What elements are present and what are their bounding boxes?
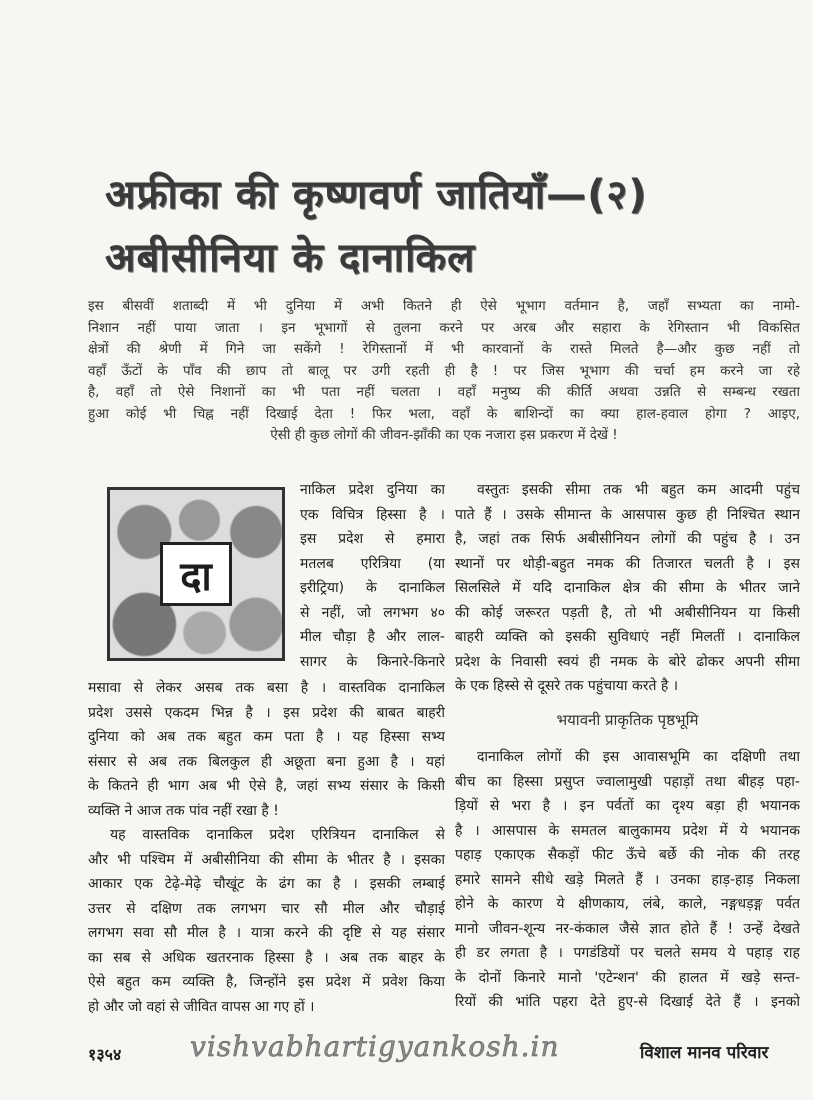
- text-line: ही डर लगता है । पगडंडियों पर चलते समय ये पहाड़ राह: [455, 945, 800, 961]
- drop-cap-letter: दा: [160, 542, 232, 606]
- text-line: इरीट्रिया) के दानाकिल: [300, 580, 445, 596]
- watermark: vishvabhartigyankosh.in: [190, 1030, 560, 1063]
- text-line: ऐसे बहुत कम व्यक्ति है, जिन्होंने इस प्रदेश में प्रवेश किया: [88, 974, 445, 990]
- text-line: हमारे सामने सीधे खड़े मिलते हैं । उनका हाड़-हाड़ निकला: [455, 871, 800, 888]
- text-line: मतलब एरित्रिया (या: [300, 555, 445, 572]
- text-line: सागर के किनारे-किनारे: [300, 653, 445, 670]
- text-line: सिलसिले में यदि दानाकिल क्षेत्र की सीमा के भीतर जाने: [455, 580, 800, 596]
- right-column: [455, 478, 800, 699]
- text-line: संसार से अब तक बिलकुल ही अछूता बना हुआ है । यहां: [88, 753, 445, 770]
- text-line: के कितने ही भाग अब भी ऐसे है, जहां सभ्य संसार के किसी: [88, 778, 445, 794]
- text-line: मानो जीवन-शून्य नर-कंकाल जैसे ज्ञात होते हैं ! उन्हें देखते: [455, 920, 800, 937]
- text-line: मसावा से लेकर असब तक बसा है । वास्तविक दानाकिल: [88, 680, 445, 696]
- text-line: नाकिल प्रदेश दुनिया का: [300, 482, 445, 498]
- text-line: वस्तुतः इसकी सीमा तक भी बहुत कम आदमी पहुंच: [477, 482, 800, 498]
- text-line: दानाकिल लोगों की इस आवासभूमि का दक्षिणी तथा: [477, 749, 800, 765]
- intro-line: हुआ कोई भी चिह्न नहीं दिखाई देता ! फिर भला, वहाँ के बाशिन्दों का क्या हाल-हवाल होगा ? आइए,: [88, 405, 800, 422]
- text-line: प्रदेश के निवासी स्वयं ही नमक के बोरे ढोकर अपनी सीमा: [455, 653, 800, 670]
- text-line: लगभग सवा सौ मील है । यात्रा करने की दृष्टि से यह संसार: [88, 925, 445, 941]
- text-line: एक विचित्र हिस्सा है ।: [300, 506, 445, 523]
- intro-line: वहाँ ऊँटों के पाँव की छाप तो बालू पर उगी रहती ही है ! पर जिस भूभाग की चर्चा हम करने जा रहे: [88, 362, 800, 379]
- text-line: उत्तर से दक्षिण तक लगभग चार सौ मील और चौड़ाई: [88, 900, 445, 917]
- intro-paragraph: [88, 296, 800, 447]
- text-line: के एक हिस्से से दूसरे तक पहुंचाया करते है ।: [455, 678, 679, 694]
- text-line: इस प्रदेश से हमारा: [300, 531, 445, 547]
- text-line: होने के कारण ये क्षीणकाय, लंबे, काले, नङ्गधड़ङ्ग पर्वत: [455, 896, 800, 912]
- drop-cap-paragraph: [300, 478, 445, 674]
- drop-cap-illustration: [107, 487, 285, 661]
- text-line: बीच का हिस्सा प्रसुप्त ज्वालामुखी पहाड़ों तथा बीहड़ पहा-: [455, 773, 800, 790]
- text-line: यह वास्तविक दानाकिल प्रदेश एरित्रियन दानाकिल से: [110, 827, 445, 843]
- text-line: व्यक्ति ने आज तक पांव नहीं रखा है !: [88, 802, 279, 819]
- text-line: स्थानों पर थोड़ी-बहुत नमक की तिजारत चलती है । इस: [455, 555, 800, 572]
- page-number: १३५४: [88, 1045, 122, 1064]
- text-line: रियों की भांति पहरा देते हुए-से दिखाई देते हैं । इनको: [455, 994, 800, 1010]
- text-line: आकार एक टेढ़े-मेढ़े चौखूंट के ढंग का है । इसकी लम्बाई: [88, 876, 445, 892]
- intro-line: है, वहाँ तो ऐसे निशानों का भी पता नहीं चलता । वहाँ मनुष्य की कीर्ति अथवा उन्नति से सम्बन्ध रखता: [88, 384, 800, 400]
- left-column: [88, 676, 445, 1019]
- text-line: है, जहां तक सिर्फ अबीसीनियन लोगों की पहुंच है । उन: [455, 531, 800, 547]
- text-line: और भी पश्चिम में अबीसीनिया की सीमा के भीतर है । इसका: [88, 851, 445, 868]
- text-line: की कोई जरूरत पड़ती है, तो भी अबीसीनियन या किसी: [455, 604, 800, 621]
- text-line: दुनिया को अब तक बहुत कम पता है । यह हिस्सा सभ्य: [88, 729, 445, 745]
- text-line: बाहरी व्यक्ति को इसकी सुविधाएं नहीं मिलतीं । दानाकिल: [455, 629, 800, 645]
- article-subtitle: अबीसीनिया के दानाकिल: [105, 235, 476, 281]
- text-line: है । आसपास के समतल बालुकामय प्रदेश में ये भयानक: [455, 822, 800, 839]
- running-footer: विशाल मानव परिवार: [640, 1043, 769, 1063]
- text-line: का सब से अधिक खतरनाक हिस्सा है । अब तक बाहर के: [88, 949, 445, 966]
- intro-line: निशान नहीं पाया जाता । इन भूभागों से तुलना करने पर अरब और सहारा के रेगिस्तान भी विकसित: [88, 319, 800, 336]
- text-line: ड़ियों से भरा है । इन पर्वतों का दृश्य बड़ा ही भयानक: [455, 798, 800, 814]
- section-heading: भयावनी प्राकृतिक पृष्ठभूमि: [556, 711, 699, 729]
- text-line: से नहीं, जो लगभग ४०: [300, 604, 445, 621]
- text-line: हो और जो वहां से जीवित वापस आ गए हों ।: [88, 998, 315, 1015]
- right-column-section: [455, 745, 800, 1015]
- intro-line: क्षेत्रों की श्रेणी में गिने जा सकेंगे ! रेगिस्तानों में भी कारवानों के रास्ते मिलते है—और कुछ नहीं तो: [88, 341, 800, 357]
- intro-line: इस बीसवीं शताब्दी में भी दुनिया में अभी कितने ही ऐसे भूभाग वर्तमान है, जहाँ सभ्यता का नामो-: [88, 298, 800, 314]
- text-line: मील चौड़ा है और लाल-: [300, 629, 445, 645]
- text-line: प्रदेश उससे एकदम भिन्न है । इस प्रदेश की बाबत बाहरी: [88, 704, 445, 721]
- text-line: के दोनों किनारे मानो 'एटेन्शन' की हालत में खड़े सन्त-: [455, 969, 800, 986]
- intro-line: ऐसी ही कुछ लोगों की जीवन-झाँकी का एक नजारा इस प्रकरण में देखें !: [270, 427, 618, 443]
- article-title: अफ्रीका की कृष्णवर्ण जातियाँ—(२): [105, 172, 648, 218]
- text-line: पाते हैं । उसके सीमान्त के आसपास कुछ ही निश्चित स्थान: [455, 506, 800, 523]
- text-line: पहाड़ एकाएक सैकड़ों फीट ऊँचे बर्छे की नोक की तरह: [455, 847, 800, 863]
